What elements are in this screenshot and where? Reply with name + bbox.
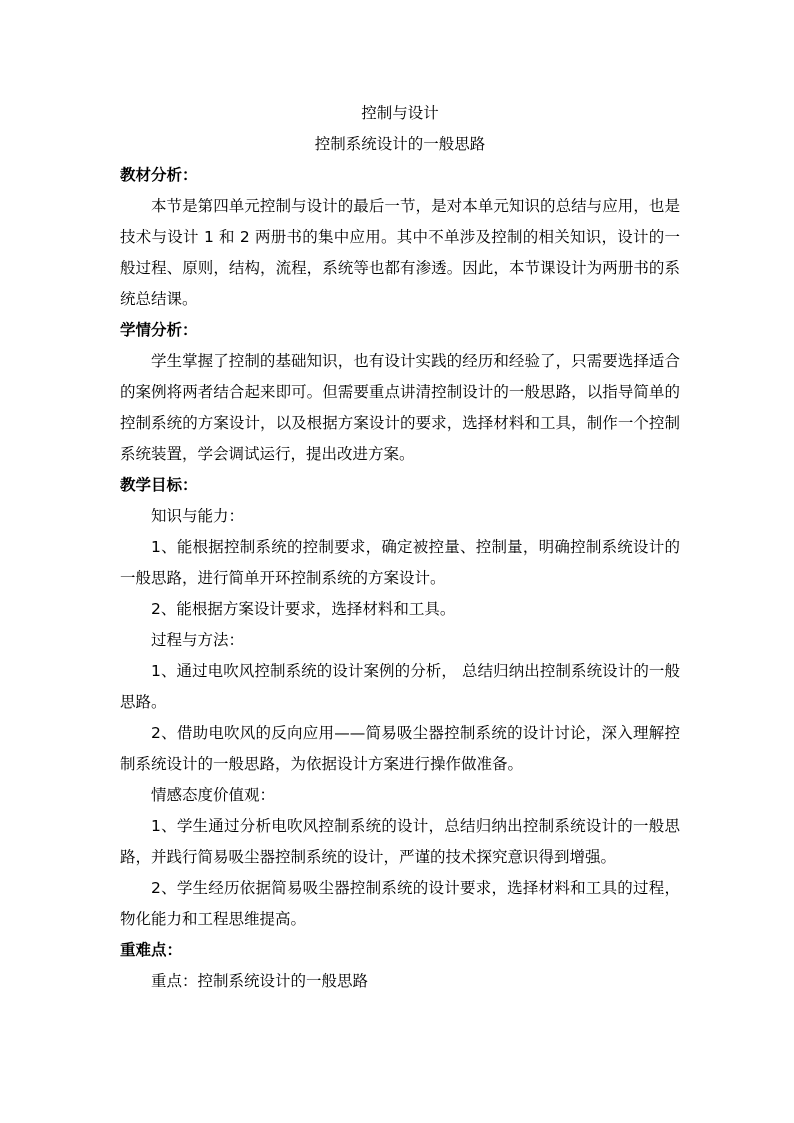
- goals-process-item-2: 2、借助电吹风的反向应用——简易吸尘器控制系统的设计讨论，深入理解控制系统设计的一般思路，为依据设计方案进行操作做准备。: [120, 724, 680, 773]
- keypoints-key: 重点：控制系统设计的一般思路: [151, 972, 369, 990]
- goals-knowledge-label: 知识与能力：: [151, 507, 245, 525]
- section-heading-analysis: 教材分析：: [120, 166, 198, 184]
- goals-emotion-label: 情感态度价值观：: [151, 786, 276, 804]
- students-paragraph: 学生掌握了控制的基础知识，也有设计实践的经历和经验了，只需要选择适合的案例将两者结合起来即可。但需要重点讲清控制设计的一般思路，以指导简单的控制系统的方案设计，以及根据方案设计的要求，选择材料和工具，制作一个控制系统装置，学会调试运行，提出改进方案。: [120, 352, 680, 463]
- section-heading-goals: 教学目标：: [120, 476, 198, 494]
- analysis-paragraph: 本节是第四单元控制与设计的最后一节，是对本单元知识的总结与应用，也是技术与设计 1 和 2 两册书的集中应用。其中不单涉及控制的相关知识，设计的一般过程、原则，结构，流程，系统等也都有渗透。因此，本节课设计为两册书的系统总结课。: [120, 197, 680, 308]
- goals-process-label: 过程与方法：: [151, 631, 245, 649]
- document-title: 控制与设计: [361, 104, 439, 122]
- goals-knowledge-item-1: 1、能根据控制系统的控制要求，确定被控量、控制量，明确控制系统设计的一般思路，进行简单开环控制系统的方案设计。: [120, 538, 680, 587]
- goals-knowledge-item-2: 2、能根据方案设计要求，选择材料和工具。: [151, 600, 456, 618]
- goals-emotion-item-2: 2、学生经历依据简易吸尘器控制系统的设计要求，选择材料和工具的过程，物化能力和工程思维提高。: [120, 879, 680, 928]
- goals-emotion-item-1: 1、学生通过分析电吹风控制系统的设计，总结归纳出控制系统设计的一般思路，并践行简易吸尘器控制系统的设计，严谨的技术探究意识得到增强。: [120, 817, 680, 866]
- section-heading-students: 学情分析：: [120, 321, 198, 339]
- document-subtitle: 控制系统设计的一般思路: [314, 135, 486, 153]
- section-heading-keypoints: 重难点：: [120, 941, 183, 959]
- document-body: [120, 98, 680, 997]
- goals-process-item-1: 1、通过电吹风控制系统的设计案例的分析， 总结归纳出控制系统设计的一般思路。: [120, 662, 680, 711]
